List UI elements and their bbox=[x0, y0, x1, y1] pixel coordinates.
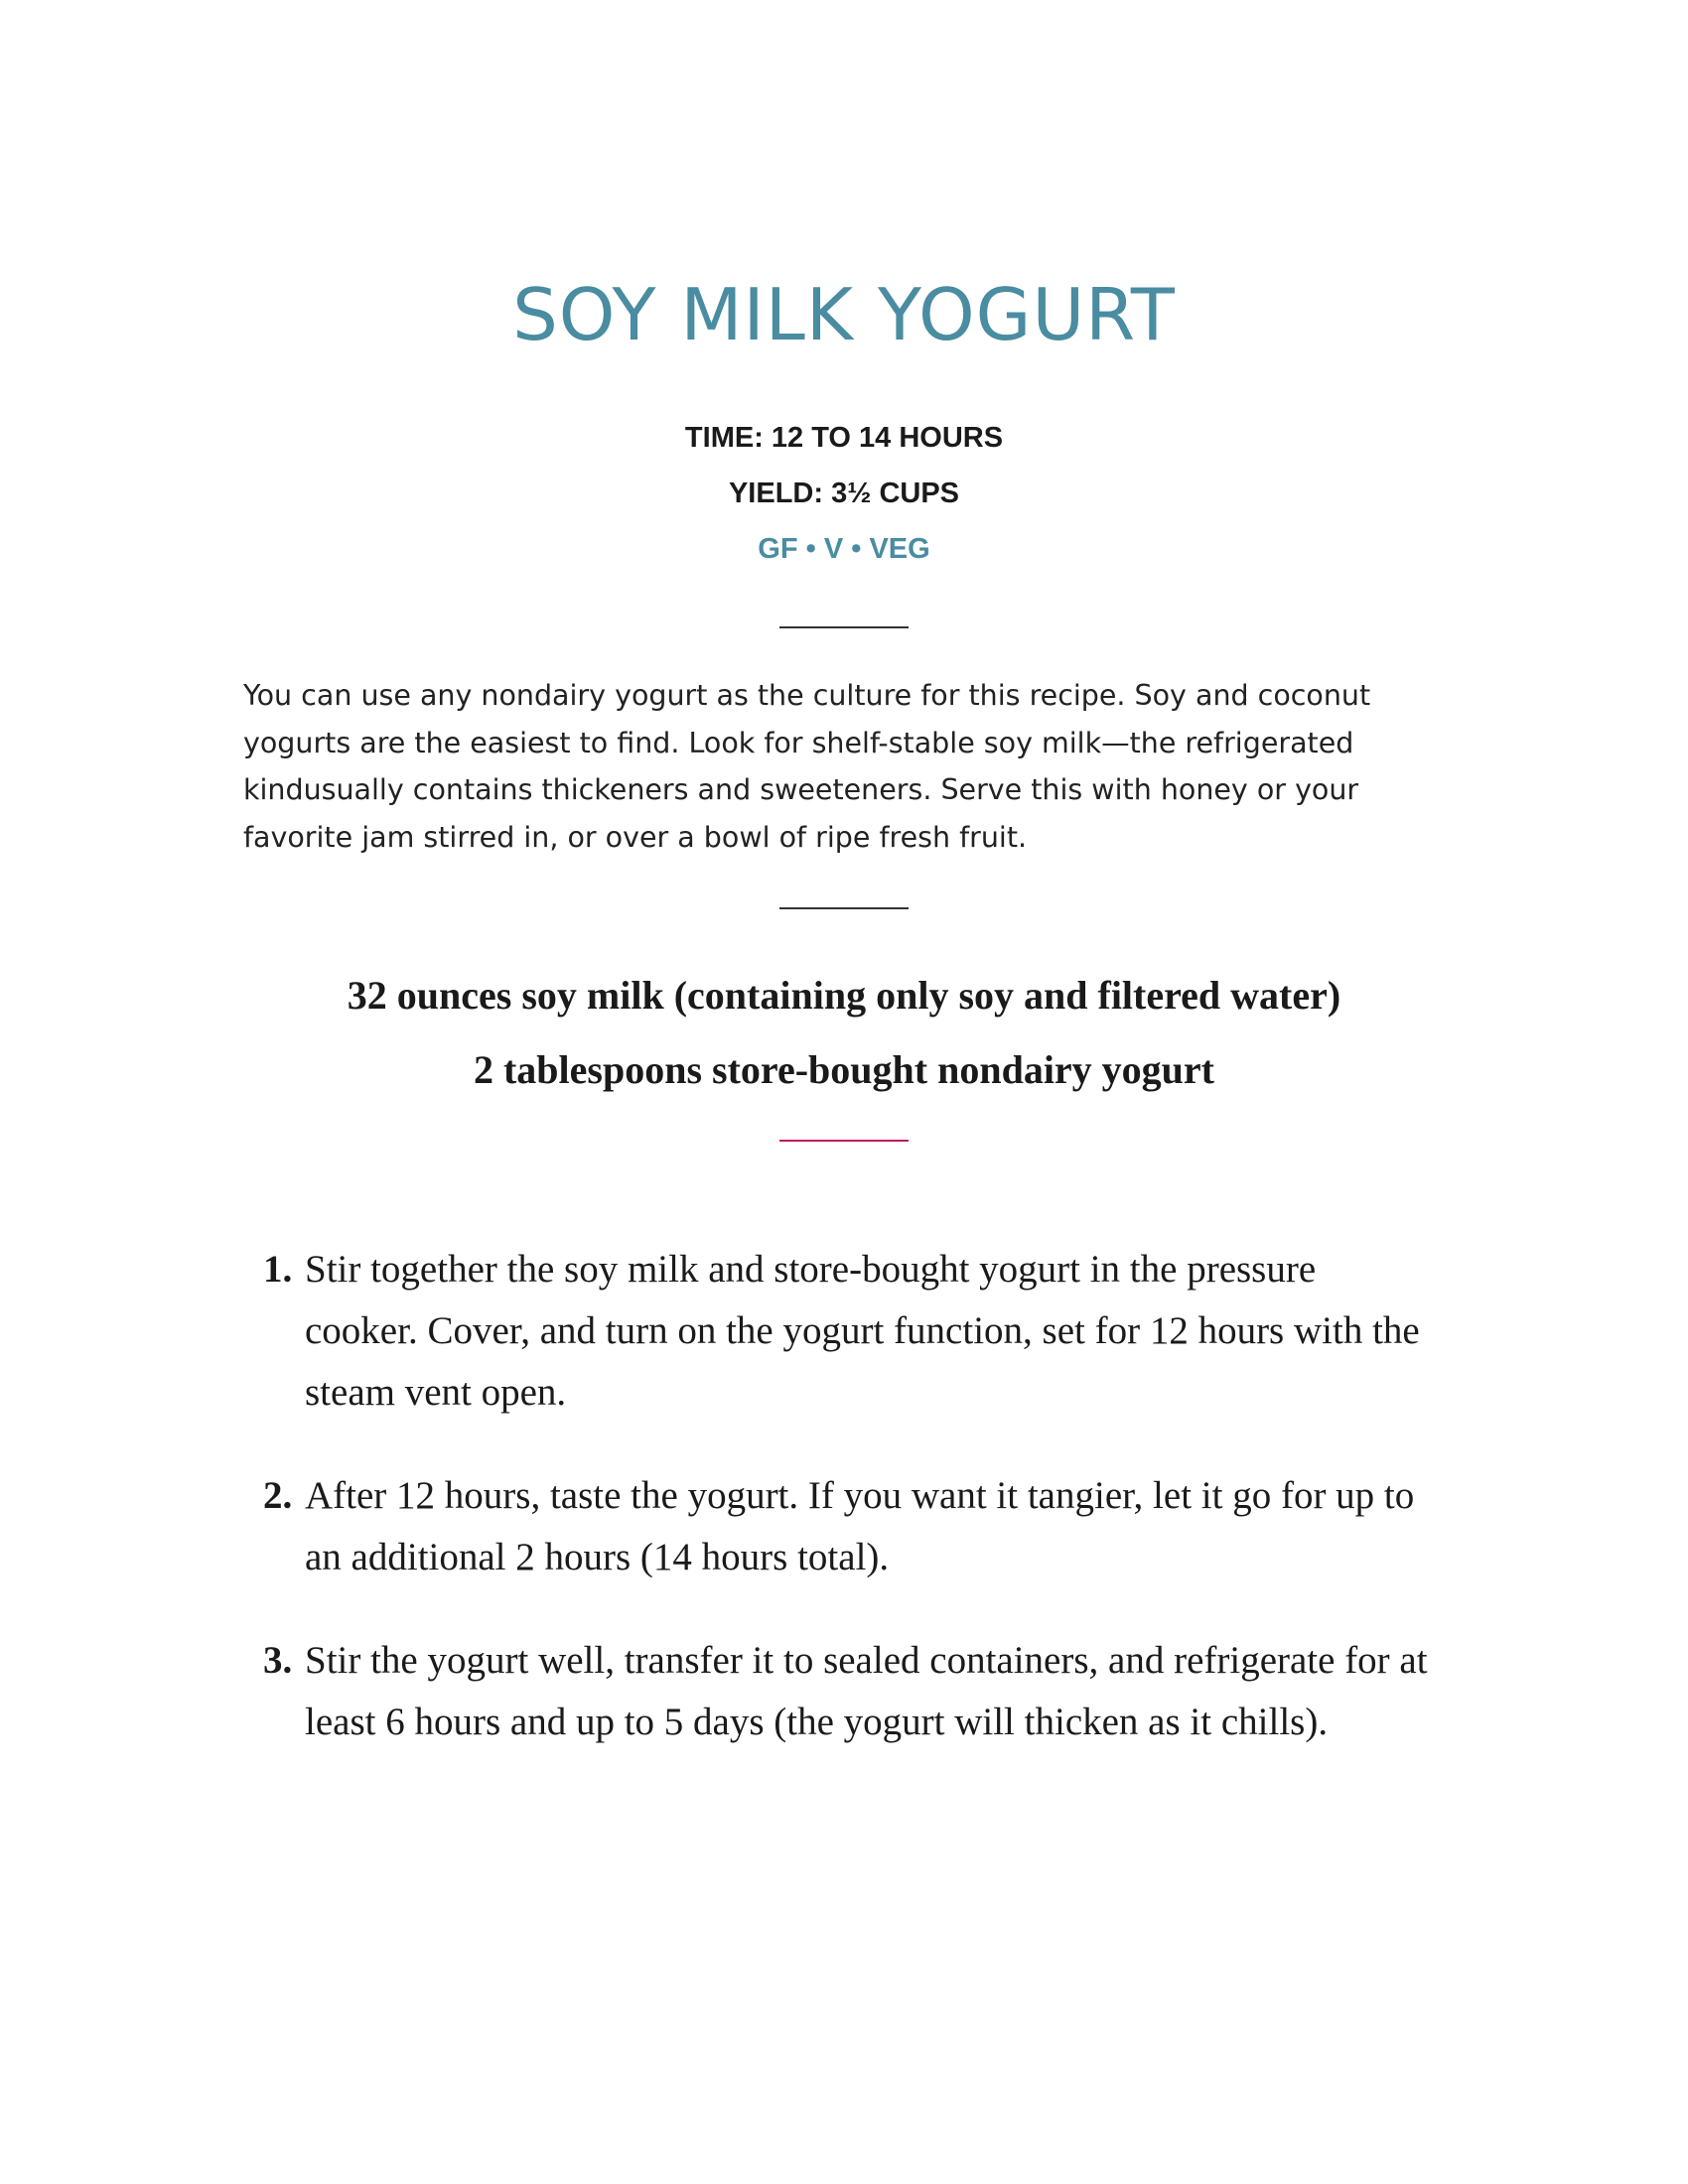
step-number: 3. bbox=[263, 1639, 293, 1682]
recipe-yield: YIELD: 3½ CUPS bbox=[728, 478, 960, 509]
ingredient-list bbox=[0, 958, 1688, 1107]
step-number: 2. bbox=[263, 1474, 293, 1517]
recipe-title: SOY MILK YOGURT bbox=[512, 273, 1176, 356]
instruction-step bbox=[263, 1630, 1435, 1753]
instruction-step bbox=[263, 1239, 1435, 1424]
step-number: 1. bbox=[263, 1248, 293, 1291]
ingredient-item: 32 ounces soy milk (containing only soy and filtered water) bbox=[347, 973, 1341, 1018]
instruction-list bbox=[263, 1239, 1435, 1795]
dietary-tags: GF • V • VEG bbox=[758, 533, 930, 565]
step-text: Stir the yogurt well, transfer it to sealed containers, and refrigerate for at least 6 hours and up to 5 days (the yogurt will thicken as it chills). bbox=[305, 1639, 1428, 1743]
divider-rule bbox=[779, 626, 909, 628]
instruction-step bbox=[263, 1465, 1435, 1588]
step-text: After 12 hours, taste the yogurt. If you want it tangier, let it go for up to an additional 2 hours (14 hours total). bbox=[305, 1474, 1415, 1578]
step-text: Stir together the soy milk and store-bought yogurt in the pressure cooker. Cover, and turn on the yogurt function, set for 12 hours with the steam vent open. bbox=[305, 1248, 1420, 1414]
recipe-time: TIME: 12 TO 14 HOURS bbox=[684, 422, 1004, 454]
divider-rule-accent bbox=[779, 1140, 909, 1142]
recipe-intro: You can use any nondairy yogurt as the culture for this recipe. Soy and coconut yogurts are the easiest to find. Look for shelf-stable soy milk—the refrigerated kindusually contains thickeners and sweeteners. Serve this with honey or your favorite jam stirred in, or over a bowl of ripe fresh fruit. bbox=[243, 679, 1371, 854]
ingredient-item: 2 tablespoons store-bought nondairy yogurt bbox=[473, 1047, 1215, 1092]
divider-rule bbox=[779, 907, 909, 909]
